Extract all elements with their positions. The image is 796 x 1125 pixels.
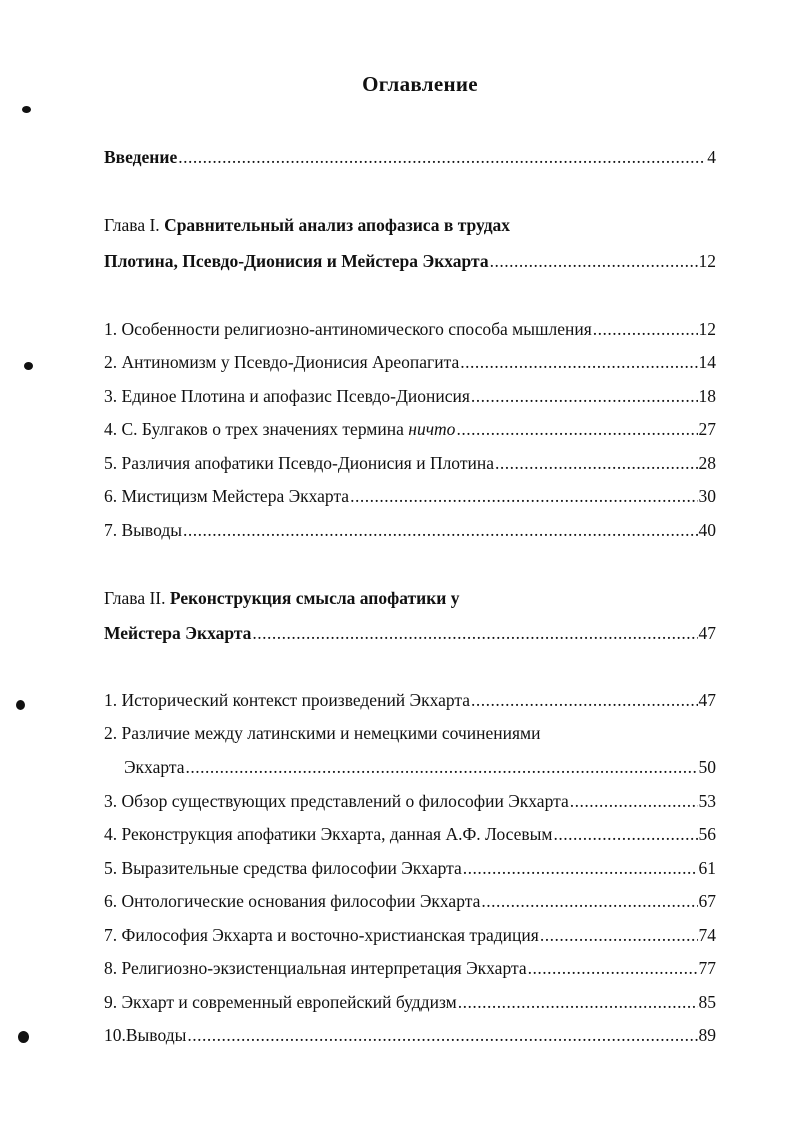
leader-dots bbox=[186, 756, 698, 778]
toc-entry-italic-term: ничто bbox=[408, 419, 456, 439]
toc-entry bbox=[104, 857, 716, 879]
toc-entry-label: 5. Различия апофатики Псевдо-Дионисия и Плотина bbox=[104, 453, 494, 473]
toc-entry bbox=[104, 689, 716, 711]
toc-entry bbox=[104, 823, 716, 845]
toc-page-number: 18 bbox=[698, 386, 716, 406]
page-title: Оглавление bbox=[362, 72, 478, 96]
toc-page-number: 53 bbox=[698, 791, 716, 811]
chapter-2-heading-line1 bbox=[104, 587, 460, 609]
scan-speck bbox=[22, 106, 31, 113]
toc-entry bbox=[104, 351, 716, 373]
toc-entry-label: 2. Различие между латинскими и немецкими сочинениями bbox=[104, 723, 541, 743]
leader-dots bbox=[593, 318, 698, 340]
leader-dots bbox=[490, 250, 698, 272]
toc-entry-label: Экхарта bbox=[124, 757, 185, 777]
leader-dots bbox=[456, 418, 697, 440]
toc-entry bbox=[104, 991, 716, 1013]
toc-entry-label: 7. Выводы bbox=[104, 520, 182, 540]
toc-entry-label: 7. Философия Экхарта и восточно-христианская традиция bbox=[104, 925, 539, 945]
toc-entry-label: 3. Единое Плотина и апофазис Псевдо-Дионисия bbox=[104, 386, 470, 406]
leader-dots bbox=[350, 485, 697, 507]
leader-dots bbox=[495, 452, 698, 474]
toc-page-number: 56 bbox=[698, 824, 716, 844]
toc-entry-label: 5. Выразительные средства философии Экхарта bbox=[104, 858, 462, 878]
toc-entry-introduction bbox=[104, 146, 716, 168]
toc-page-number: 47 bbox=[698, 690, 716, 710]
leader-dots bbox=[554, 823, 698, 845]
toc-entry-label: 1. Особенности религиозно-антиномического способа мышления bbox=[104, 319, 592, 339]
toc-entry bbox=[104, 890, 716, 912]
toc-page-number: 50 bbox=[698, 757, 716, 777]
leader-dots bbox=[471, 689, 697, 711]
scan-speck bbox=[24, 362, 33, 370]
toc-entry bbox=[104, 1024, 716, 1046]
toc-entry bbox=[104, 385, 716, 407]
toc-entry bbox=[124, 756, 716, 778]
toc-entry-label: 9. Экхарт и современный европейский буддизм bbox=[104, 992, 457, 1012]
chapter-1-heading-line1 bbox=[104, 214, 510, 236]
leader-dots bbox=[540, 924, 698, 946]
toc-page-number: 85 bbox=[698, 992, 716, 1012]
toc-entry bbox=[104, 924, 716, 946]
leader-dots bbox=[570, 790, 698, 812]
toc-page-number: 30 bbox=[698, 486, 716, 506]
leader-dots bbox=[528, 957, 698, 979]
toc-page-number: 40 bbox=[698, 520, 716, 540]
leader-dots bbox=[460, 351, 697, 373]
toc-entry bbox=[104, 790, 716, 812]
leader-dots bbox=[481, 890, 697, 912]
toc-entry bbox=[104, 418, 716, 440]
toc-entry bbox=[104, 485, 716, 507]
toc-entry-label bbox=[104, 418, 455, 440]
chapter-1-heading-line2 bbox=[104, 250, 716, 272]
scan-speck bbox=[18, 1031, 29, 1043]
toc-entry-label: 4. Реконструкция апофатики Экхарта, данная А.Ф. Лосевым bbox=[104, 824, 553, 844]
leader-dots bbox=[458, 991, 698, 1013]
toc-page-number: 4 bbox=[707, 147, 716, 167]
toc-entry-text: 4. С. Булгаков о трех значениях термина bbox=[104, 419, 409, 439]
toc-entry-label: 8. Религиозно-экзистенциальная интерпретация Экхарта bbox=[104, 958, 527, 978]
toc-page-number: 27 bbox=[698, 419, 716, 439]
toc-page-number: 61 bbox=[698, 858, 716, 878]
leader-dots bbox=[252, 622, 697, 644]
toc-entry bbox=[104, 452, 716, 474]
toc-page-number: 14 bbox=[698, 352, 716, 372]
toc-entry-label: 10.Выводы bbox=[104, 1025, 187, 1045]
toc-entry-label: 6. Мистицизм Мейстера Экхарта bbox=[104, 486, 350, 506]
toc-entry-label: 3. Обзор существующих представлений о философии Экхарта bbox=[104, 791, 569, 811]
toc-entry bbox=[104, 519, 716, 541]
scan-speck bbox=[16, 700, 25, 710]
chapter-title: Мейстера Экхарта bbox=[104, 623, 252, 643]
chapter-title: Реконструкция смысла апофатики у bbox=[169, 588, 460, 608]
leader-dots bbox=[183, 519, 698, 541]
chapter-prefix: Глава I. bbox=[104, 215, 165, 235]
chapter-title: Плотина, Псевдо-Дионисия и Мейстера Экхарта bbox=[104, 251, 489, 271]
leader-dots bbox=[178, 146, 706, 168]
toc-entry-label: 6. Онтологические основания философии Экхарта bbox=[104, 891, 481, 911]
toc-page-number: 74 bbox=[698, 925, 716, 945]
toc-entry bbox=[104, 957, 716, 979]
toc-page-number: 77 bbox=[698, 958, 716, 978]
leader-dots bbox=[463, 857, 698, 879]
toc-page-number: 28 bbox=[698, 453, 716, 473]
leader-dots bbox=[187, 1024, 697, 1046]
toc-page-number: 12 bbox=[698, 319, 716, 339]
toc-page-number: 89 bbox=[698, 1025, 716, 1045]
toc-entry bbox=[104, 318, 716, 340]
toc-entry-label: 2. Антиномизм у Псевдо-Дионисия Ареопагита bbox=[104, 352, 460, 372]
leader-dots bbox=[471, 385, 698, 407]
chapter-2-heading-line2 bbox=[104, 622, 716, 644]
chapter-prefix: Глава II. bbox=[104, 588, 170, 608]
toc-entry-label: Введение bbox=[104, 147, 178, 167]
toc-page-number: 47 bbox=[698, 623, 716, 643]
chapter-title: Сравнительный анализ апофазиса в трудах bbox=[164, 215, 511, 235]
toc-page-number: 12 bbox=[698, 251, 716, 271]
toc-entry-label: 1. Исторический контекст произведений Экхарта bbox=[104, 690, 471, 710]
toc-page-number: 67 bbox=[698, 891, 716, 911]
